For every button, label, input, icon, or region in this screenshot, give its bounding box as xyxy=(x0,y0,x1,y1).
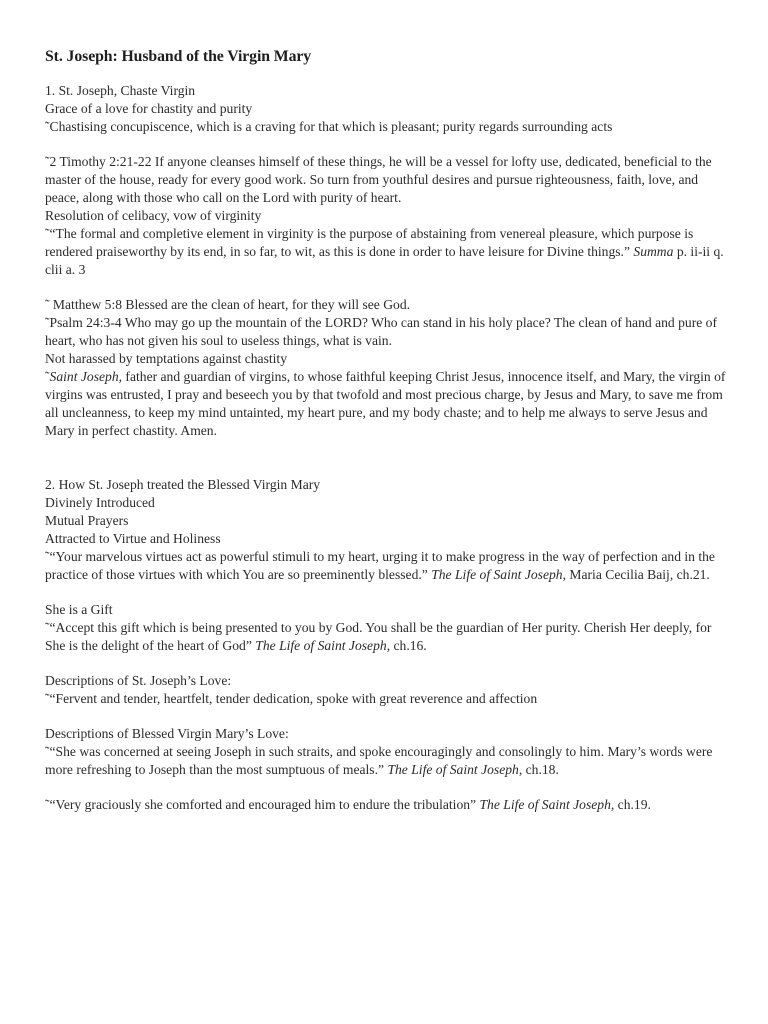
prayer-paragraph xyxy=(45,368,728,440)
resolution-heading: Resolution of celibacy, vow of virginity xyxy=(45,208,262,223)
joseph-love-heading: Descriptions of St. Joseph’s Love: xyxy=(45,673,232,688)
mary-love-paragraph xyxy=(45,743,728,779)
prayer-text: father and guardian of virgins, to whose faithful keeping Christ Jesus, innocence itself, and Mary, the virgin of virgins was entrusted, I pray and beseech you by that twofold and most precious charge, by Jesus and Mary, to save me from all uncleanness, to keep my mind untainted, my heart pure, and my body chaste; and to help me always to serve Jesus and Mary in perfect chastity. Amen. xyxy=(45,369,726,438)
gift-heading: She is a Gift xyxy=(45,602,113,617)
mary-love-ref: , ch.18. xyxy=(518,762,559,777)
timothy-text: ˜2 Timothy 2:21-22 If anyone cleanses himself of these things, he will be a vessel for lofty use, dedicated, beneficial to the master of the house, ready for every good work. So turn from youthful desires and pursue righteousness, faith, love, and peace, along with those who call on the Lord with purity of heart. xyxy=(45,154,712,205)
attracted-heading: Attracted to Virtue and Holiness xyxy=(45,531,221,546)
gracious-text: ˜“Very graciously she comforted and encouraged him to endure the tribulation” xyxy=(45,797,480,812)
gift-ref: , ch.16. xyxy=(386,638,427,653)
gracious-source: The Life of Saint Joseph xyxy=(479,797,611,812)
resolution-block xyxy=(45,207,728,279)
attracted-paragraph xyxy=(45,548,728,584)
mary-love-source: The Life of Saint Joseph xyxy=(387,762,519,777)
prayer-prefix: ˜ xyxy=(45,369,50,384)
attracted-source: The Life of Saint Joseph xyxy=(431,567,563,582)
attracted-ref: , Maria Cecilia Baij, ch.21. xyxy=(562,567,710,582)
resolution-text: ˜“The formal and completive element in virginity is the purpose of abstaining from venereal pleasure, which purpose is rendered praiseworthy by its end, in so far, to wit, as this is done in order to have leisure for Divine things.” xyxy=(45,226,694,259)
part1-heading: 1. St. Joseph, Chaste Virgin xyxy=(45,83,196,98)
mary-love-heading: Descriptions of Blessed Virgin Mary’s Love: xyxy=(45,726,289,741)
mutual-prayers: Mutual Prayers xyxy=(45,513,129,528)
resolution-ref: p. ii-ii q. clii a. 3 xyxy=(45,244,724,277)
gift-text: ˜“Accept this gift which is being presented to you by God. You shall be the guardian of Her purity. Cherish Her deeply, for She is the delight of the heart of God” xyxy=(45,620,712,653)
psalm-text: ˜Psalm 24:3-4 Who may go up the mountain of the LORD? Who can stand in his holy place? The clean of hand and pure of heart, who has not given his soul to useless things, what is vain. xyxy=(45,315,717,348)
grace-text: ˜Chastising concupiscence, which is a craving for that which is pleasant; purity regards surrounding acts xyxy=(45,119,613,134)
resolution-paragraph xyxy=(45,225,728,279)
gift-source: The Life of Saint Joseph xyxy=(255,638,387,653)
mary-love-block xyxy=(45,725,728,779)
temptation-heading: Not harassed by temptations against chastity xyxy=(45,351,287,366)
gift-paragraph xyxy=(45,619,728,655)
joseph-love-block xyxy=(45,672,728,708)
resolution-source: Summa xyxy=(633,244,674,259)
part2-heading: 2. How St. Joseph treated the Blessed Virgin Mary xyxy=(45,477,321,492)
gift-block xyxy=(45,601,728,655)
gracious-ref: , ch.19. xyxy=(610,797,651,812)
mary-love-text: ˜“She was concerned at seeing Joseph in such straits, and spoke encouragingly and consolingly to him. Mary’s words were more refreshing to Joseph than the most sumptuous of meals.” xyxy=(45,744,713,777)
grace-heading: Grace of a love for chastity and purity xyxy=(45,101,253,116)
matthew-text: ˜ Matthew 5:8 Blessed are the clean of heart, for they will see God. xyxy=(45,297,411,312)
grace-block xyxy=(45,100,728,136)
attracted-block xyxy=(45,530,728,584)
page-title: St. Joseph: Husband of the Virgin Mary xyxy=(45,48,312,65)
prayer-name: Saint Joseph, xyxy=(49,369,123,384)
temptation-block xyxy=(45,350,728,440)
divinely-introduced: Divinely Introduced xyxy=(45,495,155,510)
attracted-text: ˜“Your marvelous virtues act as powerful stimuli to my heart, urging it to make progress in the way of perfection and in the practice of those virtues with which You are so preeminently blessed.” xyxy=(45,549,715,582)
gracious-paragraph xyxy=(45,796,728,814)
joseph-love-text: ˜“Fervent and tender, heartfelt, tender dedication, spoke with great reverence and affection xyxy=(45,691,538,706)
